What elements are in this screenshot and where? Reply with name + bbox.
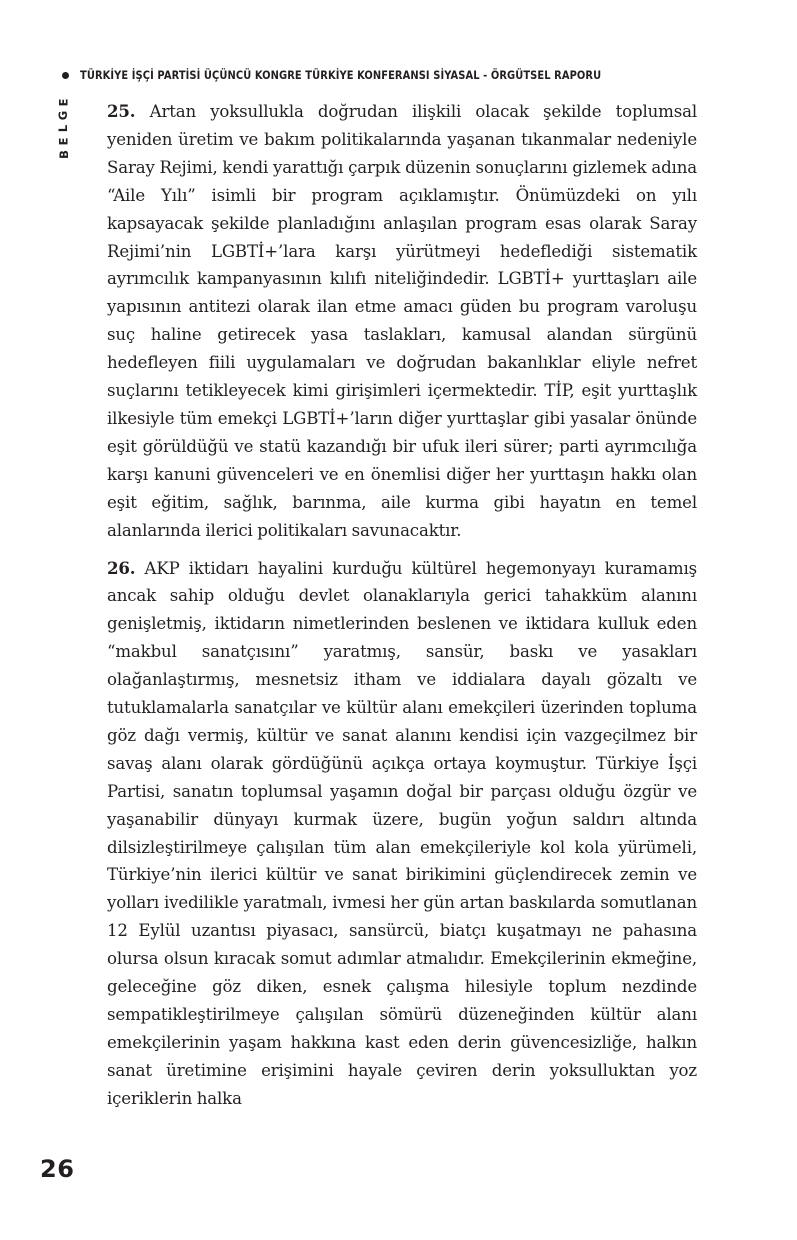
paragraph-number: 25. [107, 101, 136, 121]
side-label-letter: G [56, 110, 71, 121]
side-label-letter: L [56, 124, 71, 133]
paragraph-number: 26. [107, 557, 136, 578]
paragraph-26 [107, 555, 697, 1113]
paragraph-text: AKP iktidarı hayalini kurduğu kültürel hegemonyayı kuramamış ancak sahip olduğu devlet olanaklarıyla gerici tahakküm alanını genişletmiş, iktidarın nimetlerinden beslenen ve iktidara kulluk eden “makbul sanatçısını” yaratmış, sansür, baskı ve yasakları olağanlaştırmış, mesnetsiz itham ve iddialara dayalı gözaltı ve tutuklamalarla sanatçılar ve kültür alanı emekçileri üzerinden topluma göz dağı vermiş, kültür ve sanat alanını kendisi için vazgeçilmez bir savaş alanı olarak gördüğünü açıkça ortaya koymuştur. Türkiye İşçi Partisi, sanatın toplumsal yaşamın doğal bir parçası olduğu özgür ve yaşanabilir dünyayı kurmak üzere, bugün yoğun saldırı altında dilsizleştirilmeye çalışılan tüm alan emekçileriyle kol kola yürümeli, Türkiye’nin ilerici kültür ve sanat birikimini güçlendirecek zemin ve yolları ivedilikle yaratmalı, ivmesi her gün artan baskılarda somutlanan 12 Eylül uzantısı piyasacı, sansürcü, biatçı kuşatmayı ne pahasına olursa olsun kıracak somut adımlar atmalıdır. Emekçilerinin ekmeğine, geleceğine göz diken, esnek çalışma hilesiyle toplum nezdinde sempatikleştirilmeye çalışılan sömürü düzeneğinden kültür alanı emekçilerinin yaşam hakkına kast eden derin güvencesizliğe, halkın sanat üretimine erişimini hayale çeviren derin yoksulluktan yoz içeriklerin halka [107, 558, 697, 1108]
page-number: 26 [40, 1155, 75, 1183]
page-body [107, 98, 697, 1123]
paragraph-25 [107, 98, 697, 545]
side-label-letter: E [56, 137, 71, 146]
side-label-letter: B [56, 150, 71, 159]
side-label-letter: E [56, 98, 71, 107]
running-header [62, 66, 686, 84]
paragraph-text: Artan yoksullukla doğrudan ilişkili olacak şekilde toplumsal yeniden üretim ve bakım politikalarında yaşanan tıkanmalar nedeniyle Saray Rejimi, kendi yarattığı çarpık düzenin sonuçlarını gizlemek adına “Aile Yılı” isimli bir program açıklamıştır. Önümüzdeki on yılı kapsayacak şekilde planladığını anlaşılan program esas olarak Saray Rejimi’nin LGBTİ+’lara karşı yürütmeyi hedeflediği sistematik ayrımcılık kampanyasının kılıfı niteliğindedir. LGBTİ+ yurttaşları aile yapısının antitezi olarak ilan etme amacı güden bu program varoluşu suç haline getirecek yasa taslakları, kamusal alandan sürgünü hedefleyen fiili uygulamaları ve doğrudan bakanlıklar eliyle nefret suçlarını tetikleyecek kimi girişimleri içermektedir. TİP, eşit yurttaşlık ilkesiyle tüm emekçi LGBTİ+’ların diğer yurttaşlar gibi yasalar önünde eşit görüldüğü ve statü kazandığı bir ufuk ileri sürer; parti ayrımcılığa karşı kanuni güvenceleri ve en önemlisi diğer her yurttaşın hakkı olan eşit eğitim, sağlık, barınma, aile kurma gibi hayatın en temel alanlarında ilerici politikaları savunacaktır. [107, 102, 697, 540]
bullet-icon [62, 72, 69, 79]
side-label [58, 96, 70, 161]
header-title: TÜRKİYE İŞÇİ PARTİSİ ÜÇÜNCÜ KONGRE TÜRKİYE KONFERANSI SİYASAL - ÖRGÜTSEL RAPORU [80, 68, 602, 82]
